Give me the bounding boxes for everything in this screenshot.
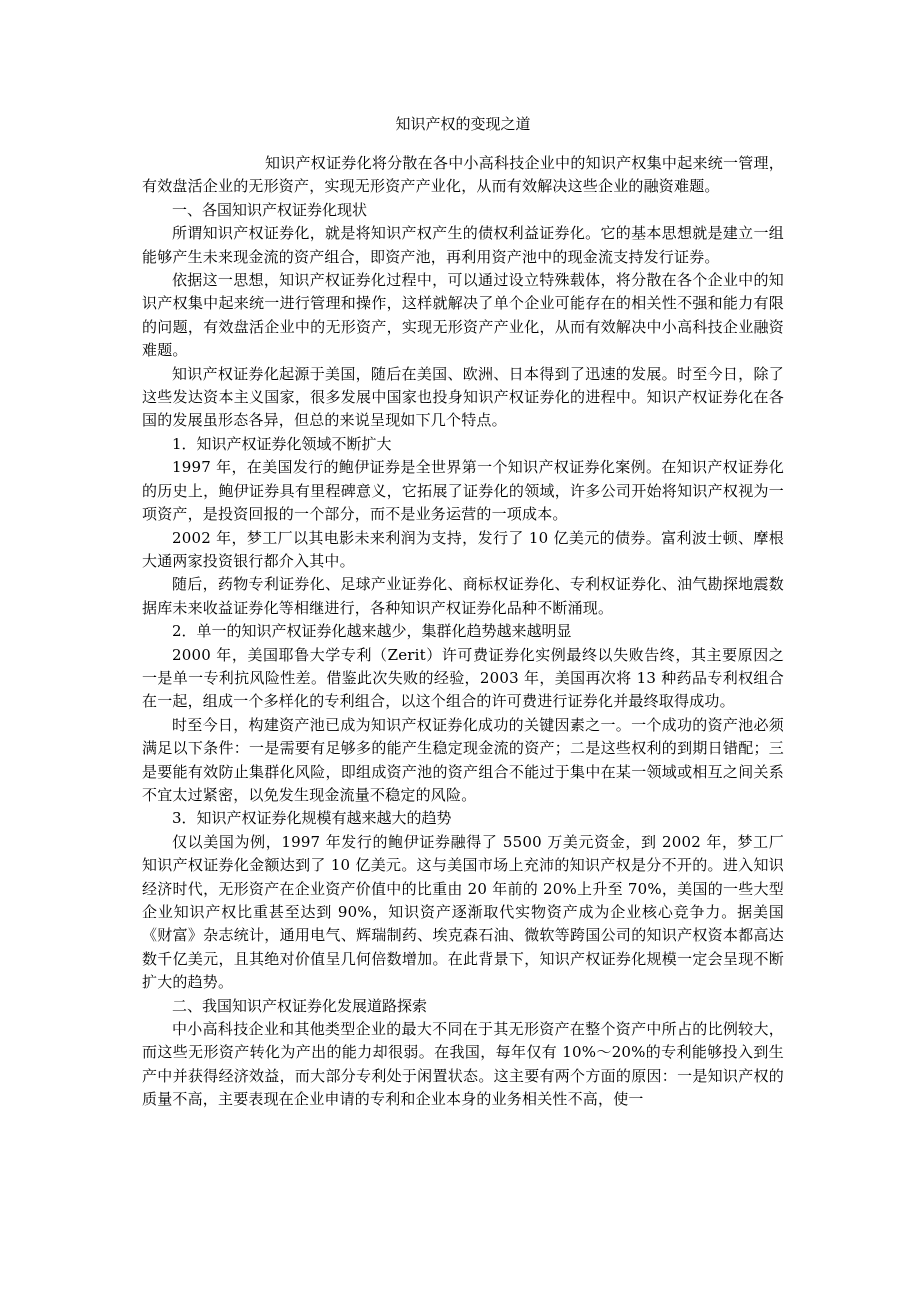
paragraph: 1997 年，在美国发行的鲍伊证券是全世界第一个知识产权证券化案例。在知识产权证券化的历史上，鲍伊证券具有里程碑意义，它拓展了证券化的领域，许多公司开始将知识产权视为一项资产，是投资回报的一个部分，而不是业务运营的一项成本。 [142,458,784,524]
subheading-1: 1．知识产权证券化领域不断扩大 [172,434,392,453]
paragraph: 所谓知识产权证券化，就是将知识产权产生的债权利益证券化。它的基本思想就是建立一组能够产生未来现金流的资产组合，即资产池，再利用资产池中的现金流支持发行证券。 [142,224,784,266]
section-heading-1: 一、各国知识产权证券化现状 [172,200,368,219]
document-page [142,114,784,1112]
intro-paragraph: 知识产权证券化将分散在各中小高科技企业中的知识产权集中起来统一管理，有效盘活企业的无形资产，实现无形资产产业化，从而有效解决这些企业的融资难题。 [142,154,784,196]
paragraph: 仅以美国为例，1997 年发行的鲍伊证券融得了 5500 万美元资金，到 2002 年，梦工厂知识产权证券化金额达到了 10 亿美元。这与美国市场上充沛的知识产权是分不开的。进入知识经济时代，无形资产在企业资产价值中的比重由 20 年前的 20%上升至 70%，美国的一些大型企业知识产权比重甚至达到 90%，知识资产逐渐取代实物资产成为企业核心竞争力。据美国《财富》杂志统计，通用电气、辉瑞制药、埃克森石油、微软等跨国公司的知识产权资本都高达数千亿美元，且其绝对价值呈几何倍数增加。在此背景下，知识产权证券化规模一定会呈现不断扩大的趋势。 [142,832,784,992]
paragraph: 时至今日，构建资产池已成为知识产权证券化成功的关键因素之一。一个成功的资产池必须满足以下条件：一是需要有足够多的能产生稳定现金流的资产；二是这些权利的到期日错配；三是要能有效防止集群化风险，即组成资产池的资产组合不能过于集中在某一领域或相互之间关系不宜太过紧密，以免发生现金流量不稳定的风险。 [142,715,784,804]
paragraph: 中小高科技企业和其他类型企业的最大不同在于其无形资产在整个资产中所占的比例较大，而这些无形资产转化为产出的能力却很弱。在我国，每年仅有 10%～20%的专利能够投入到生产中并获得经济效益，而大部分专利处于闲置状态。这主要有两个方面的原因：一是知识产权的质量不高，主要表现在企业申请的专利和企业本身的业务相关性不高，使一 [142,1020,784,1109]
paragraph: 依据这一思想，知识产权证券化过程中，可以通过设立特殊载体，将分散在各个企业中的知识产权集中起来统一进行管理和操作，这样就解决了单个企业可能存在的相关性不强和能力有限的问题，有效盘活企业中的无形资产，实现无形资产产业化，从而有效解决中小高科技企业融资难题。 [142,271,784,360]
paragraph: 2000 年，美国耶鲁大学专利（Zerit）许可费证券化实例最终以失败告终，其主要原因之一是单一专利抗风险性差。借鉴此次失败的经验，2003 年，美国再次将 13 种药品专利权组合在一起，组成一个多样化的专利组合，以这个组合的许可费进行证券化并最终取得成功。 [142,645,784,711]
paragraph: 知识产权证券化起源于美国，随后在美国、欧洲、日本得到了迅速的发展。时至今日，除了这些发达资本主义国家，很多发展中国家也投身知识产权证券化的进程中。知识产权证券化在各国的发展虽形态各异，但总的来说呈现如下几个特点。 [142,364,784,430]
section-heading-2: 二、我国知识产权证券化发展道路探索 [172,996,428,1015]
subheading-2: 2．单一的知识产权证券化越来越少，集群化趋势越来越明显 [172,622,572,641]
subheading-3: 3．知识产权证券化规模有越来越大的趋势 [172,809,452,828]
document-title: 知识产权的变现之道 [395,115,531,133]
paragraph: 随后，药物专利证券化、足球产业证券化、商标权证券化、专利权证券化、油气勘探地震数据库未来收益证券化等相继进行，各种知识产权证券化品种不断涌现。 [142,575,784,617]
paragraph: 2002 年，梦工厂以其电影未来利润为支持，发行了 10 亿美元的债券。富利波士顿、摩根大通两家投资银行都介入其中。 [142,528,784,570]
